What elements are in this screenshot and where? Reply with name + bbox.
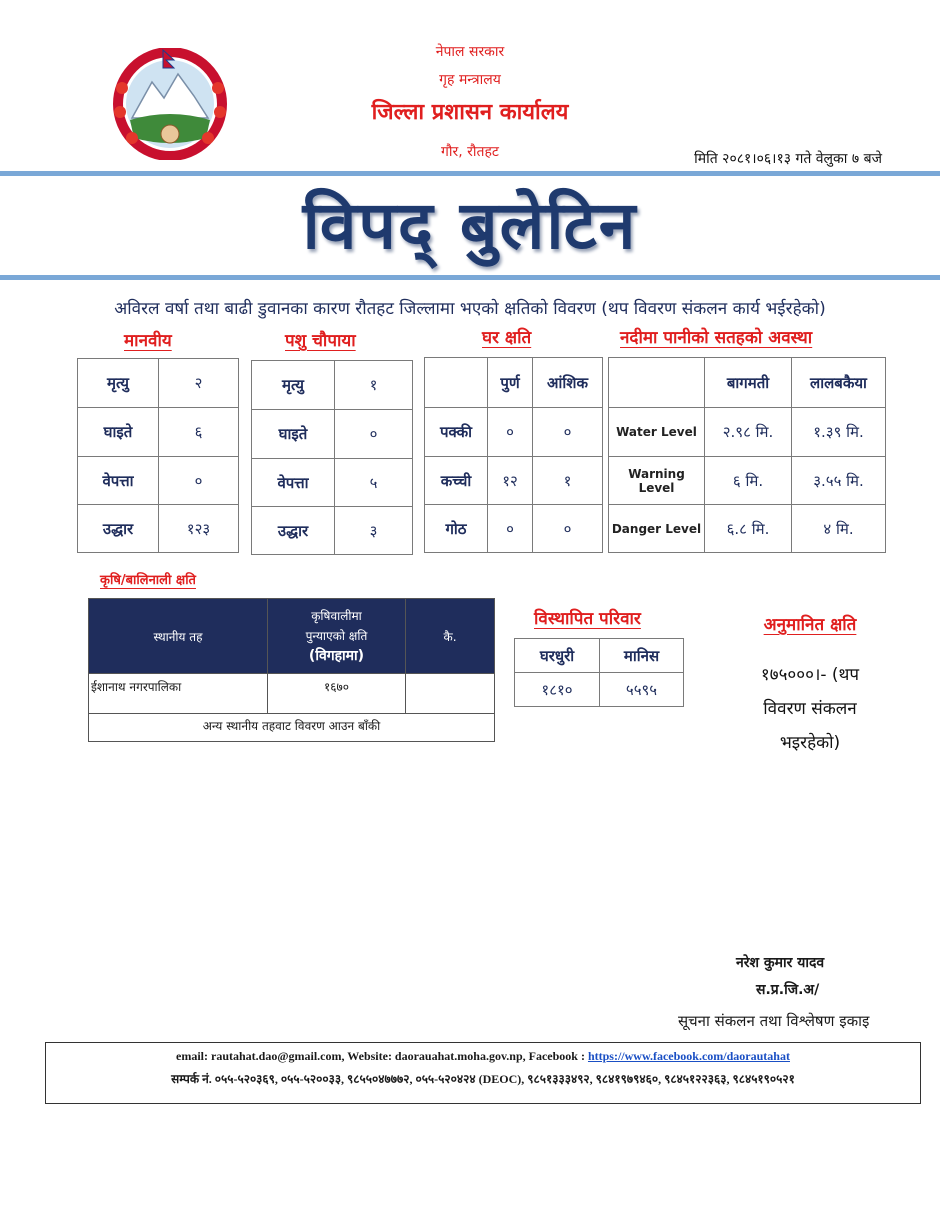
agriculture-table xyxy=(88,598,495,742)
column-header: घरधुरी xyxy=(515,639,600,673)
page-title: विपद् बुलेटिन xyxy=(302,187,638,264)
footer-email-text: email: rautahat.dao@gmail.com, Website: daorauahat.moha.gov.np, Facebook : xyxy=(176,1049,588,1063)
row-label: उद्धार xyxy=(252,507,335,555)
cell-full: १२ xyxy=(488,457,533,505)
cell-partial: ० xyxy=(533,408,603,457)
table-note-row xyxy=(89,714,495,742)
row-label: कच्ची xyxy=(425,457,488,505)
footer-contact-line: सम्पर्क नं. ०५५-५२०३६९, ०५५-५२००३३, ९८५५०४७७७२, ०५५-५२०४२४ (DEOC), ९८५१३३३४९२, ९८४१९७९४६०, ९८४५१२२३६३, ९८४५१९०५२१ xyxy=(171,1072,795,1086)
house-heading: घर क्षति xyxy=(482,328,532,348)
cell-full: ० xyxy=(488,505,533,553)
row-label: पक्की xyxy=(425,408,488,457)
table-row xyxy=(425,457,603,505)
empty-header-cell xyxy=(425,358,488,408)
table-row xyxy=(78,408,239,457)
nepal-emblem-icon xyxy=(108,48,232,160)
column-header-damage xyxy=(268,599,406,674)
table-row xyxy=(425,505,603,553)
cell-lalbakaiya: १.३९ मि. xyxy=(792,408,886,457)
row-label: मृत्यु xyxy=(78,359,159,408)
cell-bagmati: ६.८ मि. xyxy=(705,505,792,553)
cell-local: ईशानाथ नगरपालिका xyxy=(89,674,268,714)
cell-remark xyxy=(406,674,495,714)
human-table xyxy=(77,358,239,553)
row-label: उद्धार xyxy=(78,505,159,553)
table-row xyxy=(252,410,413,459)
page-subtitle: अविरल वर्षा तथा बाढी डुवानका कारण रौतहट जिल्लामा भएको क्षतिको विवरण (थप विवरण संकलन कार्य भईरहेको) xyxy=(114,299,826,319)
displaced-heading: विस्थापित परिवार xyxy=(534,609,641,629)
table-header-row xyxy=(609,358,886,408)
row-value: २ xyxy=(159,359,239,408)
human-heading: मानवीय xyxy=(124,331,172,351)
table-row xyxy=(515,673,684,707)
cell-bagmati: ६ मि. xyxy=(705,457,792,505)
column-header: कै. xyxy=(406,599,495,674)
row-value: ५ xyxy=(335,459,413,507)
table-row xyxy=(609,457,886,505)
footer-email-line xyxy=(46,1049,920,1064)
table-row xyxy=(78,457,239,505)
row-label: गोठ xyxy=(425,505,488,553)
row-value: १ xyxy=(335,361,413,410)
office-name: जिल्ला प्रशासन कार्यालय xyxy=(371,100,569,125)
bottom-divider xyxy=(0,275,940,280)
column-header: बागमती xyxy=(705,358,792,408)
row-label: घाइते xyxy=(78,408,159,457)
estimated-line: भइरहेको) xyxy=(779,733,841,753)
row-label: Danger Level xyxy=(609,505,705,553)
row-value: ३ xyxy=(335,507,413,555)
livestock-table xyxy=(251,360,413,555)
column-header: आंशिक xyxy=(533,358,603,408)
row-label: Water Level xyxy=(609,408,705,457)
column-header: मानिस xyxy=(600,639,684,673)
displaced-table xyxy=(514,638,684,707)
ministry-name: गृह मन्त्रालय xyxy=(439,72,501,88)
facebook-link[interactable]: https://www.facebook.com/daorautahat xyxy=(587,1049,790,1063)
cell-households: १८१० xyxy=(515,673,600,707)
cell-bagmati: २.९८ मि. xyxy=(705,408,792,457)
table-row xyxy=(425,408,603,457)
empty-header-cell xyxy=(609,358,705,408)
table-header-row xyxy=(515,639,684,673)
column-header-line: (विगहामा) xyxy=(308,648,365,664)
agriculture-note: अन्य स्थानीय तहवाट विवरण आउन बाँकी xyxy=(89,714,495,742)
contact-footer xyxy=(45,1042,921,1104)
row-label: वेपत्ता xyxy=(78,457,159,505)
estimated-line: १७५०००।- (थप xyxy=(760,665,860,685)
cell-full: ० xyxy=(488,408,533,457)
cell-damage: १६७० xyxy=(268,674,406,714)
estimated-line: विवरण संकलन xyxy=(763,699,857,719)
river-table xyxy=(608,357,886,553)
bulletin-date: मिति २०८१।०६।१३ गते वेलुका ७ बजे xyxy=(694,151,882,167)
table-row xyxy=(89,674,495,714)
row-label: वेपत्ता xyxy=(252,459,335,507)
cell-partial: ० xyxy=(533,505,603,553)
row-label: घाइते xyxy=(252,410,335,459)
row-value: ६ xyxy=(159,408,239,457)
row-label: मृत्यु xyxy=(252,361,335,410)
cell-people: ५५९५ xyxy=(600,673,684,707)
column-header: पुर्ण xyxy=(488,358,533,408)
office-location: गौर, रौतहट xyxy=(441,144,499,160)
cell-lalbakaiya: ४ मि. xyxy=(792,505,886,553)
signatory-title: स.प्र.जि.अ/ xyxy=(756,982,820,998)
house-table xyxy=(424,357,603,553)
column-header-line: पुन्याएको क्षति xyxy=(305,629,368,643)
cell-partial: १ xyxy=(533,457,603,505)
livestock-heading: पशु चौपाया xyxy=(285,331,356,351)
row-value: ० xyxy=(335,410,413,459)
table-row xyxy=(609,505,886,553)
row-value: ० xyxy=(159,457,239,505)
row-value: १२३ xyxy=(159,505,239,553)
column-header-line: कृषिवालीमा xyxy=(311,609,362,623)
column-header: स्थानीय तह xyxy=(89,599,268,674)
estimated-value xyxy=(700,658,920,760)
table-row xyxy=(78,359,239,408)
river-heading: नदीमा पानीको सतहको अवस्था xyxy=(620,328,813,348)
table-header-row xyxy=(89,599,495,674)
signatory-name: नरेश कुमार यादव xyxy=(736,955,825,971)
cell-lalbakaiya: ३.५५ मि. xyxy=(792,457,886,505)
estimated-heading: अनुमानित क्षति xyxy=(763,615,857,635)
table-row xyxy=(609,408,886,457)
table-header-row xyxy=(425,358,603,408)
column-header: लालबकैया xyxy=(792,358,886,408)
table-row xyxy=(252,507,413,555)
table-row xyxy=(78,505,239,553)
agriculture-heading: कृषि/बालिनाली क्षति xyxy=(100,573,196,588)
government-name: नेपाल सरकार xyxy=(435,44,505,60)
table-row xyxy=(252,361,413,410)
top-divider xyxy=(0,171,940,176)
row-label: Warning Level xyxy=(609,457,705,505)
table-row xyxy=(252,459,413,507)
signatory-unit: सूचना संकलन तथा विश्लेषण इकाइ xyxy=(678,1012,870,1030)
